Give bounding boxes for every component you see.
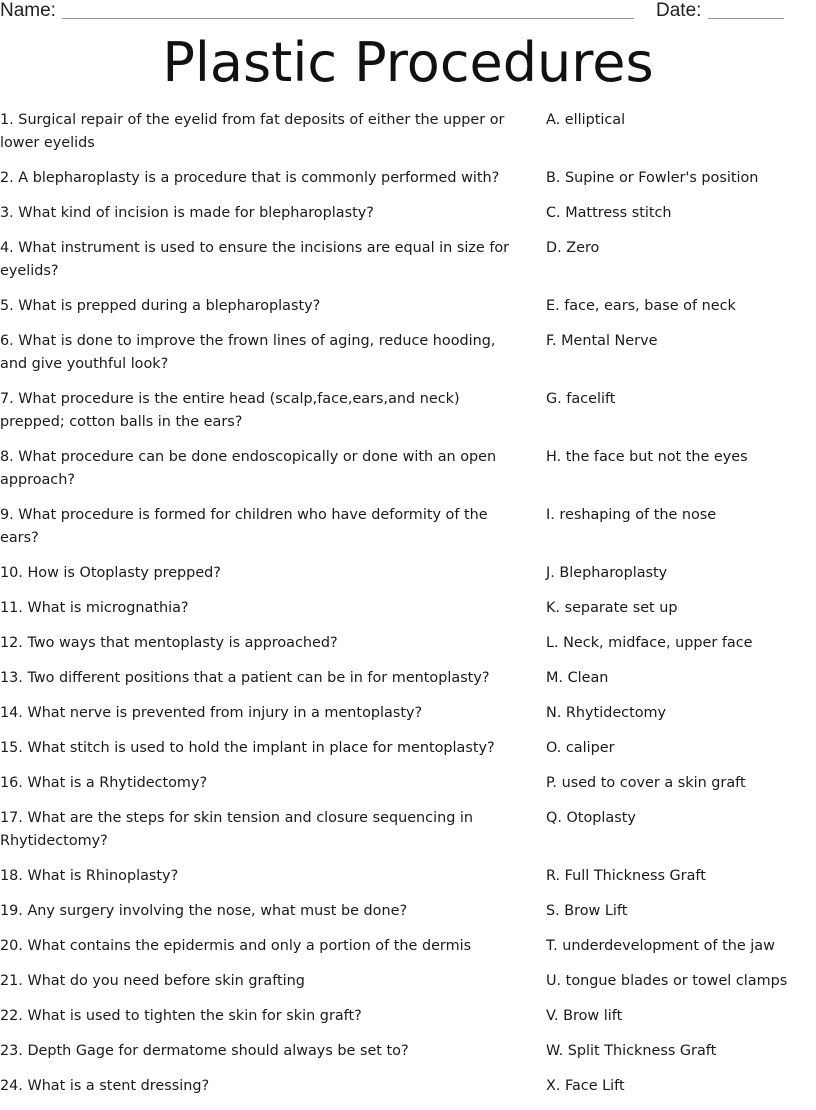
- question-text: 1. Surgical repair of the eyelid from fat deposits of either the upper or lower eyelids: [0, 112, 505, 151]
- question-text: 2. A blepharoplasty is a procedure that is commonly performed with?: [0, 170, 500, 186]
- question-text: 6. What is done to improve the frown lines of aging, reduce hooding, and give youthful look?: [0, 333, 496, 372]
- question-row: [0, 597, 816, 620]
- question-text: 8. What procedure can be done endoscopically or done with an open approach?: [0, 449, 497, 488]
- question-text: 21. What do you need before skin grafting: [0, 973, 305, 989]
- answer-option: B. Supine or Fowler's position: [546, 170, 759, 186]
- answer-option: S. Brow Lift: [546, 903, 628, 919]
- question-text: 22. What is used to tighten the skin for skin graft?: [0, 1008, 362, 1024]
- matching-worksheet: [0, 109, 816, 1110]
- question-row: [0, 167, 816, 190]
- answer-option: P. used to cover a skin graft: [546, 775, 746, 791]
- question-row: [0, 632, 816, 655]
- answer-option: R. Full Thickness Graft: [546, 868, 706, 884]
- name-label: Name:: [0, 0, 56, 21]
- question-row: [0, 330, 816, 376]
- answer-option: F. Mental Nerve: [546, 333, 658, 349]
- question-row: [0, 807, 816, 853]
- question-row: [0, 702, 816, 725]
- question-row: [0, 865, 816, 888]
- worksheet-header: [0, 0, 816, 24]
- question-text: 12. Two ways that mentoplasty is approached?: [0, 635, 338, 651]
- question-text: 13. Two different positions that a patient can be in for mentoplasty?: [0, 670, 490, 686]
- question-text: 4. What instrument is used to ensure the incisions are equal in size for eyelids?: [0, 240, 510, 279]
- question-row: [0, 1075, 816, 1098]
- name-field-line[interactable]: [62, 18, 634, 19]
- question-text: 14. What nerve is prevented from injury in a mentoplasty?: [0, 705, 423, 721]
- question-row: [0, 772, 816, 795]
- question-row: [0, 970, 816, 993]
- question-text: 11. What is micrognathia?: [0, 600, 189, 616]
- question-row: [0, 109, 816, 155]
- question-text: 15. What stitch is used to hold the implant in place for mentoplasty?: [0, 740, 495, 756]
- answer-option: L. Neck, midface, upper face: [546, 635, 753, 651]
- answer-option: M. Clean: [546, 670, 609, 686]
- question-row: [0, 667, 816, 690]
- answer-option: J. Blepharoplasty: [546, 565, 668, 581]
- answer-option: D. Zero: [546, 240, 600, 256]
- answer-option: I. reshaping of the nose: [546, 507, 717, 523]
- question-row: [0, 935, 816, 958]
- question-row: [0, 1005, 816, 1028]
- answer-option: U. tongue blades or towel clamps: [546, 973, 788, 989]
- answer-option: N. Rhytidectomy: [546, 705, 667, 721]
- answer-option: Q. Otoplasty: [546, 810, 636, 826]
- question-row: [0, 446, 816, 492]
- answer-option: G. facelift: [546, 391, 616, 407]
- question-text: 24. What is a stent dressing?: [0, 1078, 210, 1094]
- question-text: 7. What procedure is the entire head (scalp,face,ears,and neck) prepped; cotton balls in the ears?: [0, 391, 460, 430]
- question-row: [0, 1040, 816, 1063]
- question-text: 17. What are the steps for skin tension and closure sequencing in Rhytidectomy?: [0, 810, 474, 849]
- question-row: [0, 202, 816, 225]
- question-row: [0, 562, 816, 585]
- date-label: Date:: [656, 0, 702, 21]
- answer-option: H. the face but not the eyes: [546, 449, 748, 465]
- question-text: 10. How is Otoplasty prepped?: [0, 565, 221, 581]
- question-text: 18. What is Rhinoplasty?: [0, 868, 179, 884]
- question-text: 5. What is prepped during a blepharoplasty?: [0, 298, 321, 314]
- question-text: 9. What procedure is formed for children who have deformity of the ears?: [0, 507, 488, 546]
- answer-option: K. separate set up: [546, 600, 678, 616]
- answer-option: X. Face Lift: [546, 1078, 625, 1094]
- answer-option: E. face, ears, base of neck: [546, 298, 736, 314]
- question-row: [0, 295, 816, 318]
- question-row: [0, 388, 816, 434]
- question-text: 19. Any surgery involving the nose, what must be done?: [0, 903, 408, 919]
- date-field-line[interactable]: [708, 18, 784, 19]
- question-row: [0, 737, 816, 760]
- answer-option: T. underdevelopment of the jaw: [546, 938, 775, 954]
- question-text: 23. Depth Gage for dermatome should always be set to?: [0, 1043, 409, 1059]
- answer-option: C. Mattress stitch: [546, 205, 672, 221]
- question-text: 3. What kind of incision is made for blepharoplasty?: [0, 205, 374, 221]
- question-text: 16. What is a Rhytidectomy?: [0, 775, 208, 791]
- question-row: [0, 504, 816, 550]
- question-row: [0, 237, 816, 283]
- answer-option: A. elliptical: [546, 112, 626, 128]
- question-text: 20. What contains the epidermis and only a portion of the dermis: [0, 938, 472, 954]
- answer-option: O. caliper: [546, 740, 615, 756]
- answer-option: W. Split Thickness Graft: [546, 1043, 717, 1059]
- answer-option: V. Brow lift: [546, 1008, 623, 1024]
- page-title: Plastic Procedures: [162, 31, 654, 94]
- question-row: [0, 900, 816, 923]
